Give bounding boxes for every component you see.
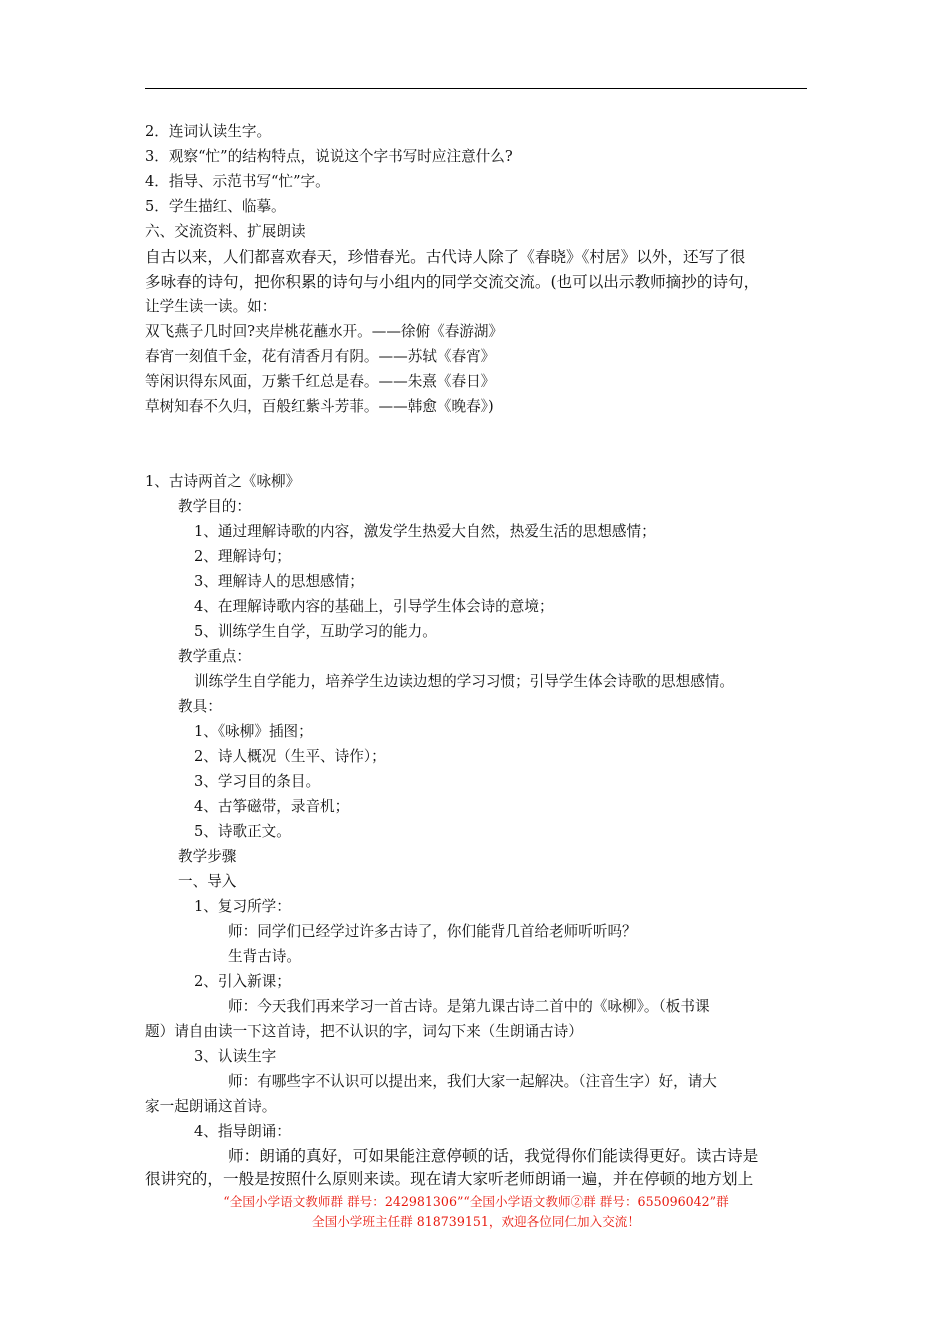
footer-group-info: “全国小学语文教师群 群号：242981306”“全国小学语文教师②群 群号：655096042”群 <box>223 1194 729 1209</box>
step-line: 5．学生描红、临摹。 <box>145 198 286 215</box>
goal-item: 4、在理解诗歌内容的基础上，引导学生体会诗的意境； <box>194 598 554 615</box>
poem-line: 等闲识得东风面，万紫千红总是春。——朱熹《春日》 <box>145 373 496 390</box>
teacher-line: 师：同学们已经学过许多古诗了，你们能背几首给老师听听吗？ <box>228 923 637 940</box>
paragraph-line: 让学生读一读。如： <box>145 298 277 315</box>
step-line: 3．观察“忙”的结构特点，说说这个字书写时应注意什么? <box>145 148 513 165</box>
lesson-title: 1、古诗两首之《咏柳》 <box>145 473 301 490</box>
goal-item: 1、通过理解诗歌的内容，激发学生热爱大自然，热爱生活的思想感情； <box>194 523 656 540</box>
teacher-line: 家一起朗诵这首诗。 <box>145 1098 277 1115</box>
paragraph-line: 自古以来，人们都喜欢春天，珍惜春光。古代诗人除了《春晓》《村居》以外，还写了很 <box>145 248 746 266</box>
substep-heading: 2、引入新课； <box>194 973 291 990</box>
tool-item: 2、诗人概况（生平、诗作）； <box>194 748 386 765</box>
step-line: 2．连词认读生字。 <box>145 123 272 140</box>
teacher-line: 师：今天我们再来学习一首古诗。是第九课古诗二首中的《咏柳》。（板书课 <box>228 998 710 1015</box>
tool-item: 5、诗歌正文。 <box>194 823 291 840</box>
teacher-line: 师：朗诵的真好，可如果能注意停顿的话，我觉得你们能读得更好。读古诗是 <box>228 1147 759 1165</box>
goal-item: 3、理解诗人的思想感情； <box>194 573 364 590</box>
step-line: 4．指导、示范书写“忙”字。 <box>145 173 330 190</box>
teacher-line: 师：有哪些字不认识可以提出来，我们大家一起解决。（注音生字）好，请大 <box>228 1073 717 1090</box>
step-heading: 一、导入 <box>178 873 237 890</box>
tool-item: 3、学习目的条目。 <box>194 773 321 790</box>
steps-heading: 教学步骤 <box>178 848 237 865</box>
substep-heading: 4、指导朗诵： <box>194 1123 291 1140</box>
teacher-line: 很讲究的，一般是按照什么原则来读。现在请大家听老师朗诵一遍，并在停顿的地方划上 <box>145 1170 754 1188</box>
tools-heading: 教具： <box>178 698 222 715</box>
goals-heading: 教学目的： <box>178 498 251 515</box>
poem-line: 春宵一刻值千金，花有清香月有阴。——苏轼《春宵》 <box>145 348 496 365</box>
paragraph-line: 多咏春的诗句，把你积累的诗句与小组内的同学交流交流。(也可以出示教师摘抄的诗句， <box>145 273 760 291</box>
tool-item: 1、《咏柳》插图； <box>194 723 313 740</box>
goal-item: 5、训练学生自学，互助学习的能力。 <box>194 623 437 640</box>
substep-heading: 1、复习所学： <box>194 898 291 915</box>
header-rule <box>145 88 807 89</box>
focus-text: 训练学生自学能力，培养学生边读边想的学习习惯；引导学生体会诗歌的思想感情。 <box>194 673 734 690</box>
substep-heading: 3、认读生字 <box>194 1048 277 1065</box>
poem-line: 草树知春不久归，百般红紫斗芳菲。——韩愈《晚春》) <box>145 398 494 415</box>
student-line: 生背古诗。 <box>228 948 301 965</box>
footer-group-info: 全国小学班主任群 818739151，欢迎各位同仁加入交流！ <box>312 1214 640 1229</box>
poem-line: 双飞燕子几时回?夹岸桃花蘸水开。——徐俯《春游湖》 <box>145 323 504 340</box>
goal-item: 2、理解诗句； <box>194 548 291 565</box>
teacher-line: 题）请自由读一下这首诗，把不认识的字，词勾下来（生朗诵古诗） <box>145 1023 583 1040</box>
focus-heading: 教学重点： <box>178 648 251 665</box>
section-heading: 六、交流资料、扩展朗读 <box>145 223 306 240</box>
tool-item: 4、古筝磁带，录音机； <box>194 798 350 815</box>
